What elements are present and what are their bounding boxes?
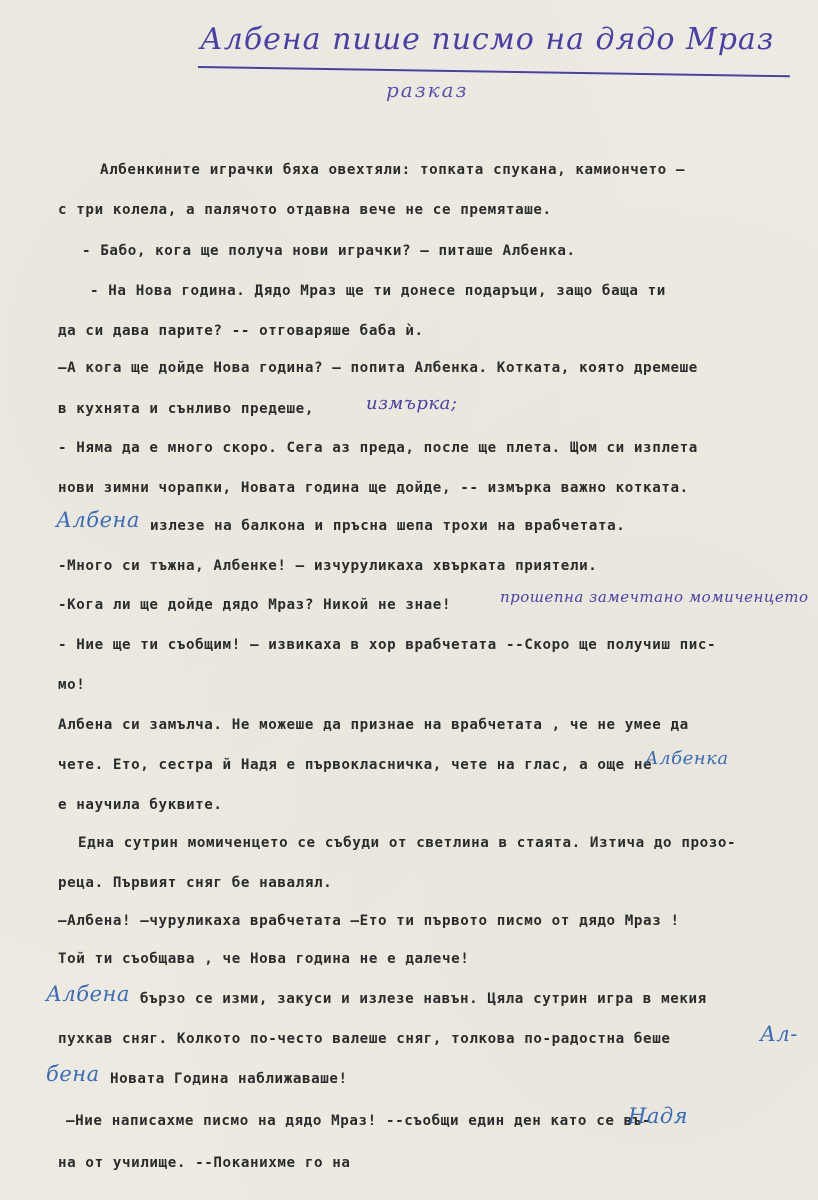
title-underline	[198, 66, 790, 77]
text-line: - Няма да е много скоро. Сега аз преда, после ще плета. Щом си изплета	[58, 440, 698, 456]
handwritten-note: Албена	[56, 508, 140, 532]
text-line: нови зимни чорапки, Новата година ще дойде, -- измърка важно котката.	[58, 480, 689, 496]
text-line: да си дава парите? -- отговаряше баба ѝ.	[58, 323, 424, 339]
text-line: Той ти съобщава , че Нова година не е далече!	[58, 951, 470, 967]
handwritten-note: измърка;	[366, 393, 458, 414]
text-line: бързо се изми, закуси и излезе навън. Цяла сутрин игра в мекия	[140, 991, 707, 1007]
text-line: реца. Първият сняг бе навалял.	[58, 875, 333, 891]
text-line: мо!	[58, 677, 86, 693]
text-line: Новата Година наближаваше!	[110, 1071, 348, 1087]
text-line: в кухнята и сънливо предеше,	[58, 401, 314, 417]
text-line: - На Нова година. Дядо Мраз ще ти донесе подаръци, защо баща ти	[90, 283, 666, 299]
text-line: —Албена! —чуруликаха врабчетата —Ето ти първото писмо от дядо Мраз !	[58, 913, 680, 929]
text-line: - Бабо, кога ще получа нови играчки? — питаше Албенка.	[82, 243, 576, 259]
text-line: —А кога ще дойде Нова година? — попита Албенка. Котката, която дремеше	[58, 360, 698, 376]
document-subtitle: разказ	[386, 78, 469, 102]
text-line: е научила буквите.	[58, 797, 223, 813]
text-line: излезе на балкона и пръсна шепа трохи на врабчетата.	[150, 518, 626, 534]
handwritten-note: Надя	[628, 1104, 689, 1128]
text-line: Една сутрин момиченцето се събуди от светлина в стаята. Изтича до прозо-	[78, 835, 737, 851]
text-line: с три колела, а палячото отдавна вече не се премяташе.	[58, 202, 552, 218]
text-line: чете. Ето, сестра й Надя е първокласничка, чете на глас, а още не	[58, 757, 653, 773]
handwritten-note: бена	[46, 1062, 100, 1086]
text-line: пухкав сняг. Колкото по-често валеше сняг, толкова по-радостна беше	[58, 1031, 671, 1047]
text-line: - Ние ще ти съобщим! — извикаха в хор врабчетата --Скоро ще получиш пис-	[58, 637, 717, 653]
text-line: -Много си тъжна, Албенке! — изчуруликаха хвърката приятели.	[58, 558, 598, 574]
text-line: на от училище. --Поканихме го на	[58, 1155, 351, 1171]
text-line: Албена си замълча. Не можеше да признае на врабчетата , че не умее да	[58, 717, 689, 733]
handwritten-note: Ал-	[760, 1022, 798, 1046]
text-line: —Ние написахме писмо на дядо Мраз! --съобщи един ден като се въ-	[66, 1113, 652, 1129]
document-title: Албена пише писмо на дядо Мраз	[200, 22, 775, 57]
handwritten-note: Албенка	[645, 748, 729, 769]
handwritten-note: Албена	[46, 982, 130, 1006]
text-line: Албенкините играчки бяха овехтяли: топката спукана, камиончето —	[100, 162, 686, 178]
text-line: -Кога ли ще дойде дядо Мраз? Никой не знае!	[58, 597, 452, 613]
handwritten-note: прошепна замечтано момиченцето	[500, 588, 809, 606]
